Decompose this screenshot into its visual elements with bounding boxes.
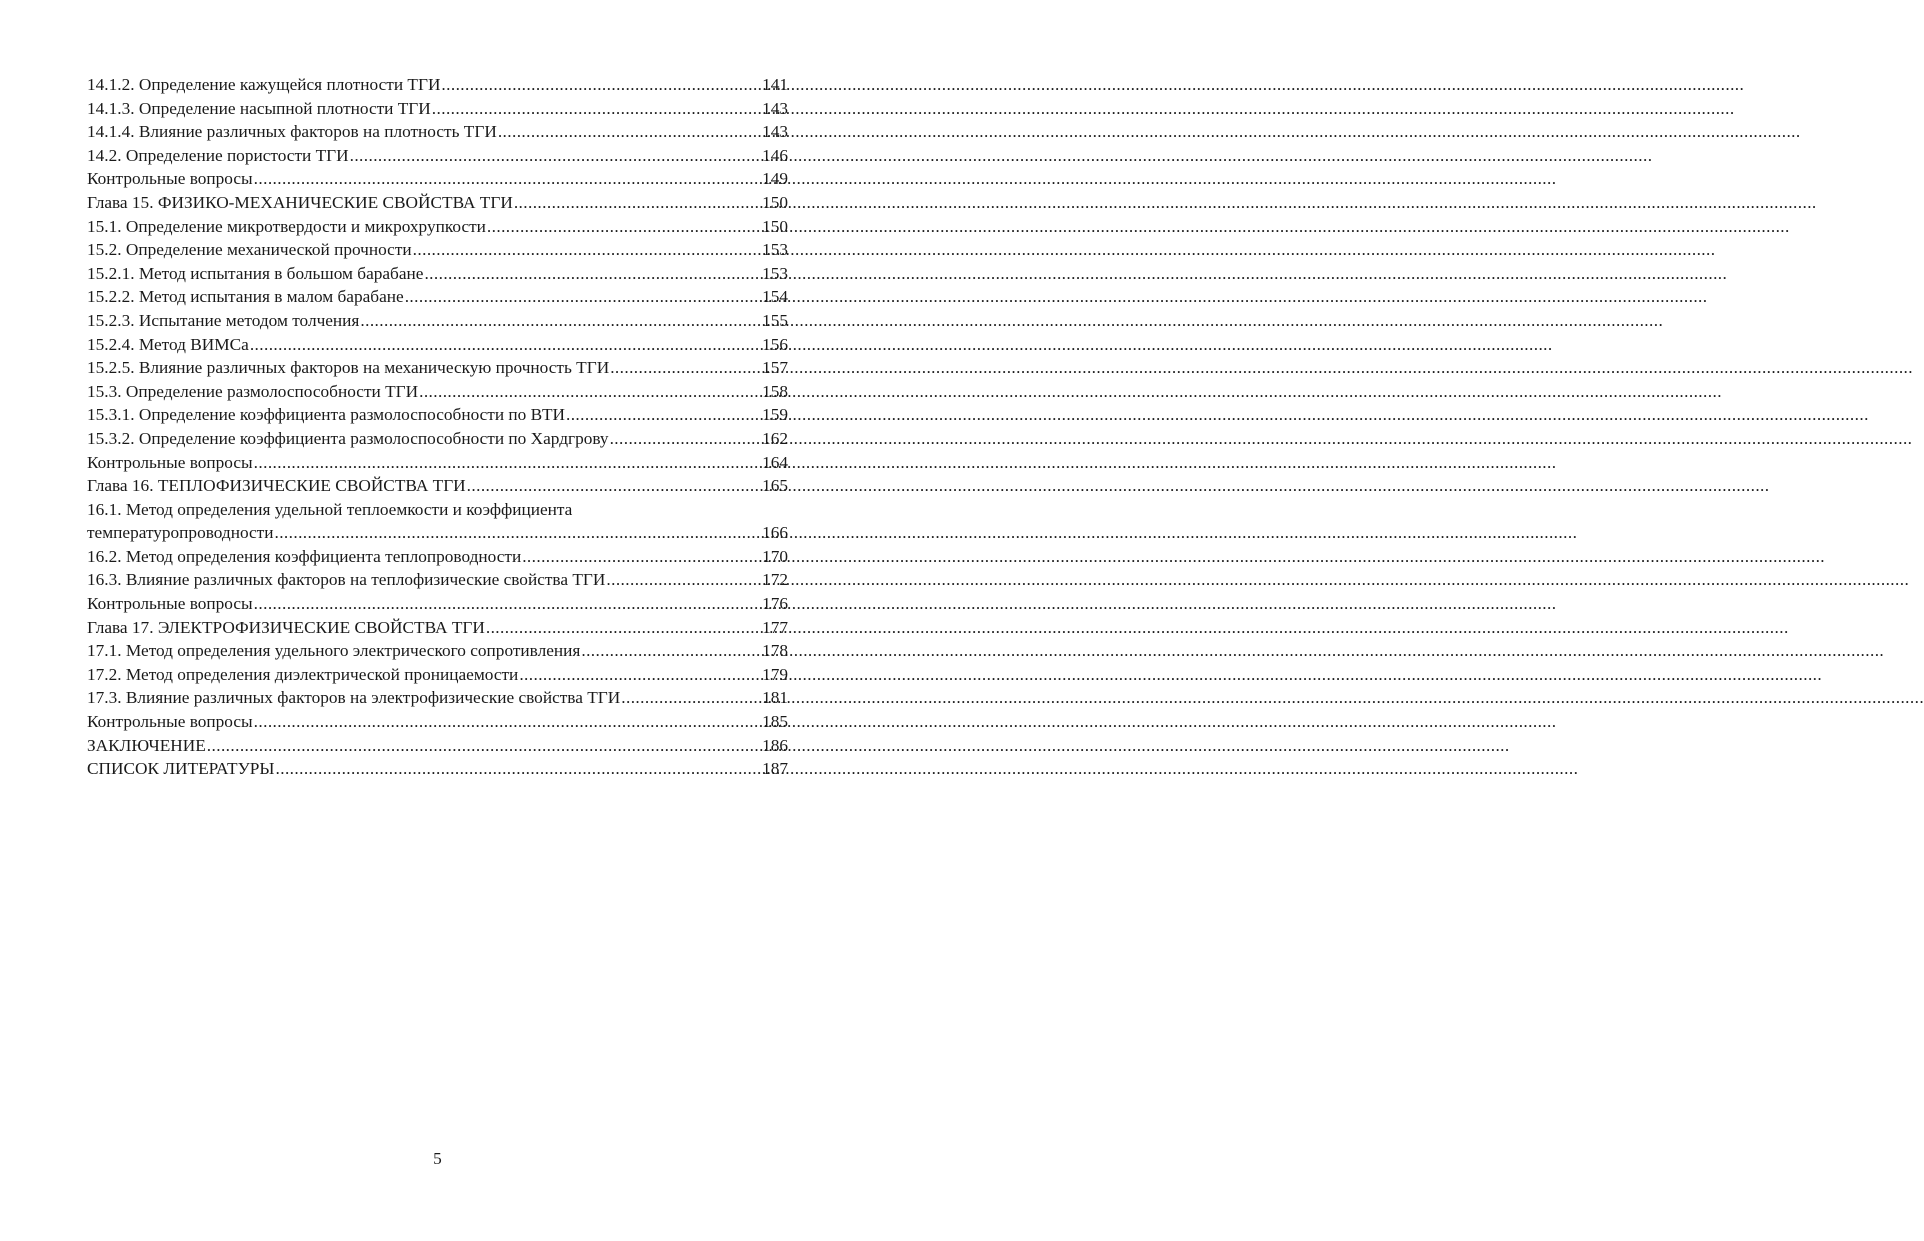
toc-dot-leader xyxy=(432,97,761,121)
toc-entry-page: 156 xyxy=(762,334,788,354)
toc-entry-page: 153 xyxy=(762,263,788,283)
toc-entry xyxy=(87,403,788,427)
toc-entry-page: 157 xyxy=(762,358,788,378)
toc-entry-page: 153 xyxy=(762,240,788,260)
toc-entry-title: 15.1. Определение микротвердости и микрохрупкости xyxy=(87,216,486,236)
toc-entry xyxy=(87,427,788,451)
toc-entry-page: 143 xyxy=(762,122,788,142)
toc-entry-title: 16.1. Метод определения удельной теплоемкости и коэффициента xyxy=(87,499,573,519)
toc-entry xyxy=(87,639,788,663)
toc-entry-page: 185 xyxy=(762,712,788,732)
toc-entry xyxy=(87,474,788,498)
toc-entry-title: 16.3. Влияние различных факторов на теплофизические свойства ТГИ xyxy=(87,570,606,590)
toc-dot-leader xyxy=(274,521,761,545)
toc-dot-leader xyxy=(424,262,761,286)
toc-entry xyxy=(87,120,788,144)
toc-entry xyxy=(87,285,788,309)
toc-entry-page: 162 xyxy=(762,428,788,448)
toc-entry-page: 159 xyxy=(762,405,788,425)
toc-dot-leader xyxy=(405,285,761,309)
toc-entry-page: 178 xyxy=(762,641,788,661)
toc-entry-title: 15.2.4. Метод ВИМСа xyxy=(87,334,249,354)
toc-entry-title: температуропроводности xyxy=(87,523,274,543)
toc-entry-page: 166 xyxy=(762,523,788,543)
toc-entry-title: Контрольные вопросы xyxy=(87,712,253,732)
toc-entry-title: 17.2. Метод определения диэлектрической проницаемости xyxy=(87,664,519,684)
toc-dot-leader xyxy=(621,686,761,710)
toc-entry-page: 181 xyxy=(762,688,788,708)
toc-entry-page: 172 xyxy=(762,570,788,590)
toc-dot-leader xyxy=(413,238,761,262)
toc-entry-title: 15.3. Определение размолоспособности ТГИ xyxy=(87,381,419,401)
toc-entry-page: 177 xyxy=(762,617,788,637)
toc-entry-page: 164 xyxy=(762,452,788,472)
toc-entry-title: 14.1.2. Определение кажущейся плотности ТГИ xyxy=(87,75,441,94)
toc-entry-page: 186 xyxy=(762,735,788,755)
toc-entry xyxy=(87,734,788,758)
toc-dot-leader xyxy=(350,144,761,168)
toc-dot-leader xyxy=(606,568,761,592)
toc-entry-page: 165 xyxy=(762,476,788,496)
toc-dot-leader xyxy=(254,167,761,191)
toc-entry xyxy=(87,356,788,380)
toc-entry-title: Глава 17. ЭЛЕКТРОФИЗИЧЕСКИЕ СВОЙСТВА ТГИ xyxy=(87,617,485,637)
toc-entry-page: 176 xyxy=(762,594,788,614)
toc-entry xyxy=(87,498,788,522)
toc-entry xyxy=(87,451,788,475)
toc-entry xyxy=(87,309,788,333)
document-page xyxy=(0,0,875,1241)
toc-entry xyxy=(87,663,788,687)
toc-entry-title: ЗАКЛЮЧЕНИЕ xyxy=(87,735,206,755)
toc-entry xyxy=(87,545,788,569)
toc-entry-page: 141 xyxy=(762,75,788,94)
toc-dot-leader xyxy=(498,120,761,144)
toc-dot-leader xyxy=(610,356,761,380)
toc-dot-leader xyxy=(207,734,761,758)
toc-dot-leader xyxy=(254,451,761,475)
toc-entry xyxy=(87,592,788,616)
toc-entry-title: Контрольные вопросы xyxy=(87,169,253,189)
toc-dot-leader xyxy=(486,616,761,640)
toc-entry xyxy=(87,616,788,640)
toc-entry-title: Контрольные вопросы xyxy=(87,452,253,472)
toc-entry-title: 15.2.1. Метод испытания в большом барабане xyxy=(87,263,424,283)
toc-entry xyxy=(87,191,788,215)
toc-entry xyxy=(87,710,788,734)
toc-entry-title: 17.1. Метод определения удельного электрического сопротивления xyxy=(87,641,581,661)
toc-entry-title: 14.2. Определение пористости ТГИ xyxy=(87,145,349,165)
toc-entry-title: 16.2. Метод определения коэффициента теплопроводности xyxy=(87,546,522,566)
toc-entry-title: 17.3. Влияние различных факторов на электрофизические свойства ТГИ xyxy=(87,688,621,708)
toc-entry-title: 15.3.1. Определение коэффициента размолоспособности по ВТИ xyxy=(87,405,565,425)
toc-entry-title: Глава 15. ФИЗИКО-МЕХАНИЧЕСКИЕ СВОЙСТВА ТГИ xyxy=(87,192,513,212)
toc-entry xyxy=(87,167,788,191)
toc-entry-page: 155 xyxy=(762,310,788,330)
toc-entry-page: 149 xyxy=(762,169,788,189)
toc-dot-leader xyxy=(441,73,761,97)
toc-dot-leader xyxy=(487,215,761,239)
toc-entry-page: 146 xyxy=(762,145,788,165)
toc-entry xyxy=(87,215,788,239)
toc-dot-leader xyxy=(419,380,761,404)
toc-dot-leader xyxy=(254,710,761,734)
toc-entry-title: СПИСОК ЛИТЕРАТУРЫ xyxy=(87,759,275,779)
toc-entry-page: 150 xyxy=(762,216,788,236)
toc-entry xyxy=(87,73,788,97)
toc-entry xyxy=(87,97,788,121)
toc-entry-page: 158 xyxy=(762,381,788,401)
toc-dot-leader xyxy=(566,403,761,427)
toc-entry-title: 14.1.3. Определение насыпной плотности ТГИ xyxy=(87,98,431,118)
toc-entry xyxy=(87,380,788,404)
toc-entry xyxy=(87,333,788,357)
toc-dot-leader xyxy=(581,639,761,663)
toc-entry-title: 15.2.3. Испытание методом толчения xyxy=(87,310,360,330)
toc-entry xyxy=(87,757,788,781)
toc-entry xyxy=(87,144,788,168)
toc-entry-page: 170 xyxy=(762,546,788,566)
toc-dot-leader xyxy=(522,545,761,569)
table-of-contents xyxy=(87,73,788,781)
toc-dot-leader xyxy=(254,592,761,616)
page-number: 5 xyxy=(433,1149,442,1168)
toc-entry-page: 187 xyxy=(762,759,788,779)
toc-dot-leader xyxy=(514,191,761,215)
toc-entry xyxy=(87,568,788,592)
toc-entry xyxy=(87,238,788,262)
toc-dot-leader xyxy=(467,474,761,498)
toc-entry-page: 179 xyxy=(762,664,788,684)
toc-dot-leader xyxy=(519,663,761,687)
toc-entry-title: 15.2.5. Влияние различных факторов на механическую прочность ТГИ xyxy=(87,358,610,378)
toc-entry-title: Контрольные вопросы xyxy=(87,594,253,614)
toc-entry-title: 15.3.2. Определение коэффициента размолоспособности по Хардгрову xyxy=(87,428,609,448)
toc-entry-title: 15.2.2. Метод испытания в малом барабане xyxy=(87,287,404,307)
toc-entry-page: 154 xyxy=(762,287,788,307)
toc-entry-title: 14.1.4. Влияние различных факторов на плотность ТГИ xyxy=(87,122,497,142)
toc-entry-page: 143 xyxy=(762,98,788,118)
toc-dot-leader xyxy=(360,309,761,333)
toc-dot-leader xyxy=(276,757,762,781)
toc-entry xyxy=(87,262,788,286)
toc-entry-title: 15.2. Определение механической прочности xyxy=(87,240,412,260)
toc-dot-leader xyxy=(610,427,762,451)
toc-entry xyxy=(87,521,788,545)
toc-entry-page: 150 xyxy=(762,192,788,212)
toc-entry xyxy=(87,686,788,710)
toc-entry-title: Глава 16. ТЕПЛОФИЗИЧЕСКИЕ СВОЙСТВА ТГИ xyxy=(87,476,466,496)
toc-dot-leader xyxy=(250,333,761,357)
